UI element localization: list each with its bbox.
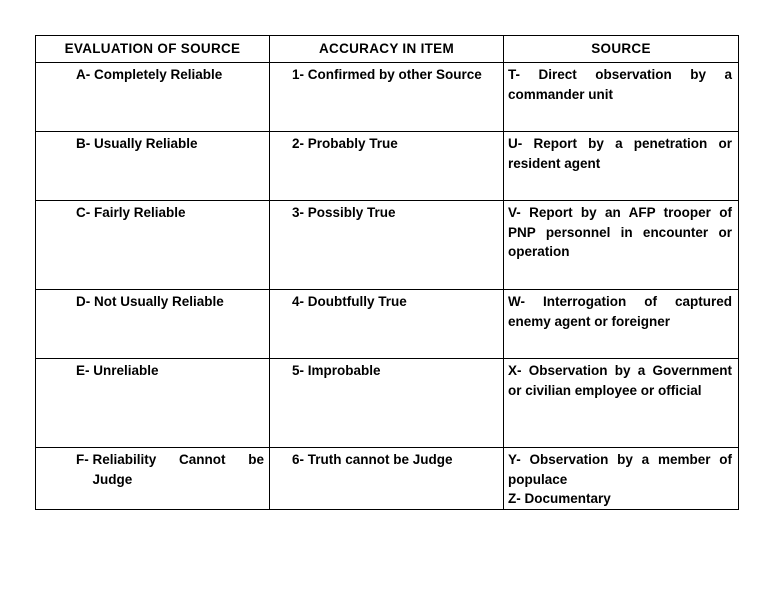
accuracy-text: Truth cannot be Judge [307, 452, 453, 467]
source-text: W- Interrogation of captured enemy agent or foreigner [508, 294, 732, 329]
table-row [36, 201, 739, 290]
source-cell [504, 448, 739, 510]
source-cell [504, 63, 739, 132]
source-cell [504, 290, 739, 359]
header-row [36, 36, 739, 63]
accuracy-cell [270, 359, 504, 448]
accuracy-cell [270, 290, 504, 359]
evaluation-cell [36, 359, 270, 448]
evaluation-text: Completely Reliable [94, 67, 223, 82]
source-text: X- Observation by a Government or civilian employee or official [508, 363, 732, 398]
source-cell [504, 359, 739, 448]
source-text: T- Direct observation by a commander unit [508, 67, 732, 102]
table-row [36, 290, 739, 359]
header-source: SOURCE [504, 36, 739, 63]
accuracy-text: Probably True [307, 136, 398, 151]
header-evaluation: EVALUATION OF SOURCE [36, 36, 270, 63]
accuracy-key: 3- [292, 205, 305, 220]
evaluation-text: Reliability Cannot be Judge [92, 452, 264, 487]
accuracy-key: 4- [292, 294, 305, 309]
evaluation-text: Fairly Reliable [94, 205, 186, 220]
accuracy-cell [270, 132, 504, 201]
evaluation-cell [36, 290, 270, 359]
evaluation-cell [36, 448, 270, 510]
accuracy-text: Possibly True [307, 205, 396, 220]
source-text: U- Report by a penetration or resident agent [508, 136, 732, 171]
evaluation-table [35, 35, 739, 510]
evaluation-cell [36, 132, 270, 201]
accuracy-key: 6- [292, 452, 305, 467]
source-text: Z- Documentary [508, 491, 611, 506]
evaluation-key: C- [76, 205, 91, 220]
evaluation-text: Not Usually Reliable [94, 294, 224, 309]
accuracy-key: 2- [292, 136, 305, 151]
source-text: V- Report by an AFP trooper of PNP personnel in encounter or operation [508, 205, 732, 259]
evaluation-key: D- [76, 294, 91, 309]
table-row [36, 359, 739, 448]
evaluation-text: Usually Reliable [94, 136, 198, 151]
source-cell [504, 201, 739, 290]
table-row [36, 63, 739, 132]
accuracy-cell [270, 63, 504, 132]
table-row [36, 132, 739, 201]
accuracy-key: 1- [292, 67, 305, 82]
evaluation-key: F- [76, 452, 89, 467]
accuracy-key: 5- [292, 363, 305, 378]
evaluation-text: Unreliable [93, 363, 159, 378]
table-row [36, 448, 739, 510]
evaluation-key: E- [76, 363, 90, 378]
header-accuracy: ACCURACY IN ITEM [270, 36, 504, 63]
evaluation-key: B- [76, 136, 91, 151]
accuracy-text: Confirmed by other Source [307, 67, 482, 82]
evaluation-cell [36, 201, 270, 290]
accuracy-cell [270, 201, 504, 290]
accuracy-text: Doubtfully True [307, 294, 407, 309]
evaluation-key: A- [76, 67, 91, 82]
accuracy-text: Improbable [307, 363, 381, 378]
source-text: Y- Observation by a member of populace [508, 452, 732, 487]
evaluation-cell [36, 63, 270, 132]
source-cell [504, 132, 739, 201]
accuracy-cell [270, 448, 504, 510]
